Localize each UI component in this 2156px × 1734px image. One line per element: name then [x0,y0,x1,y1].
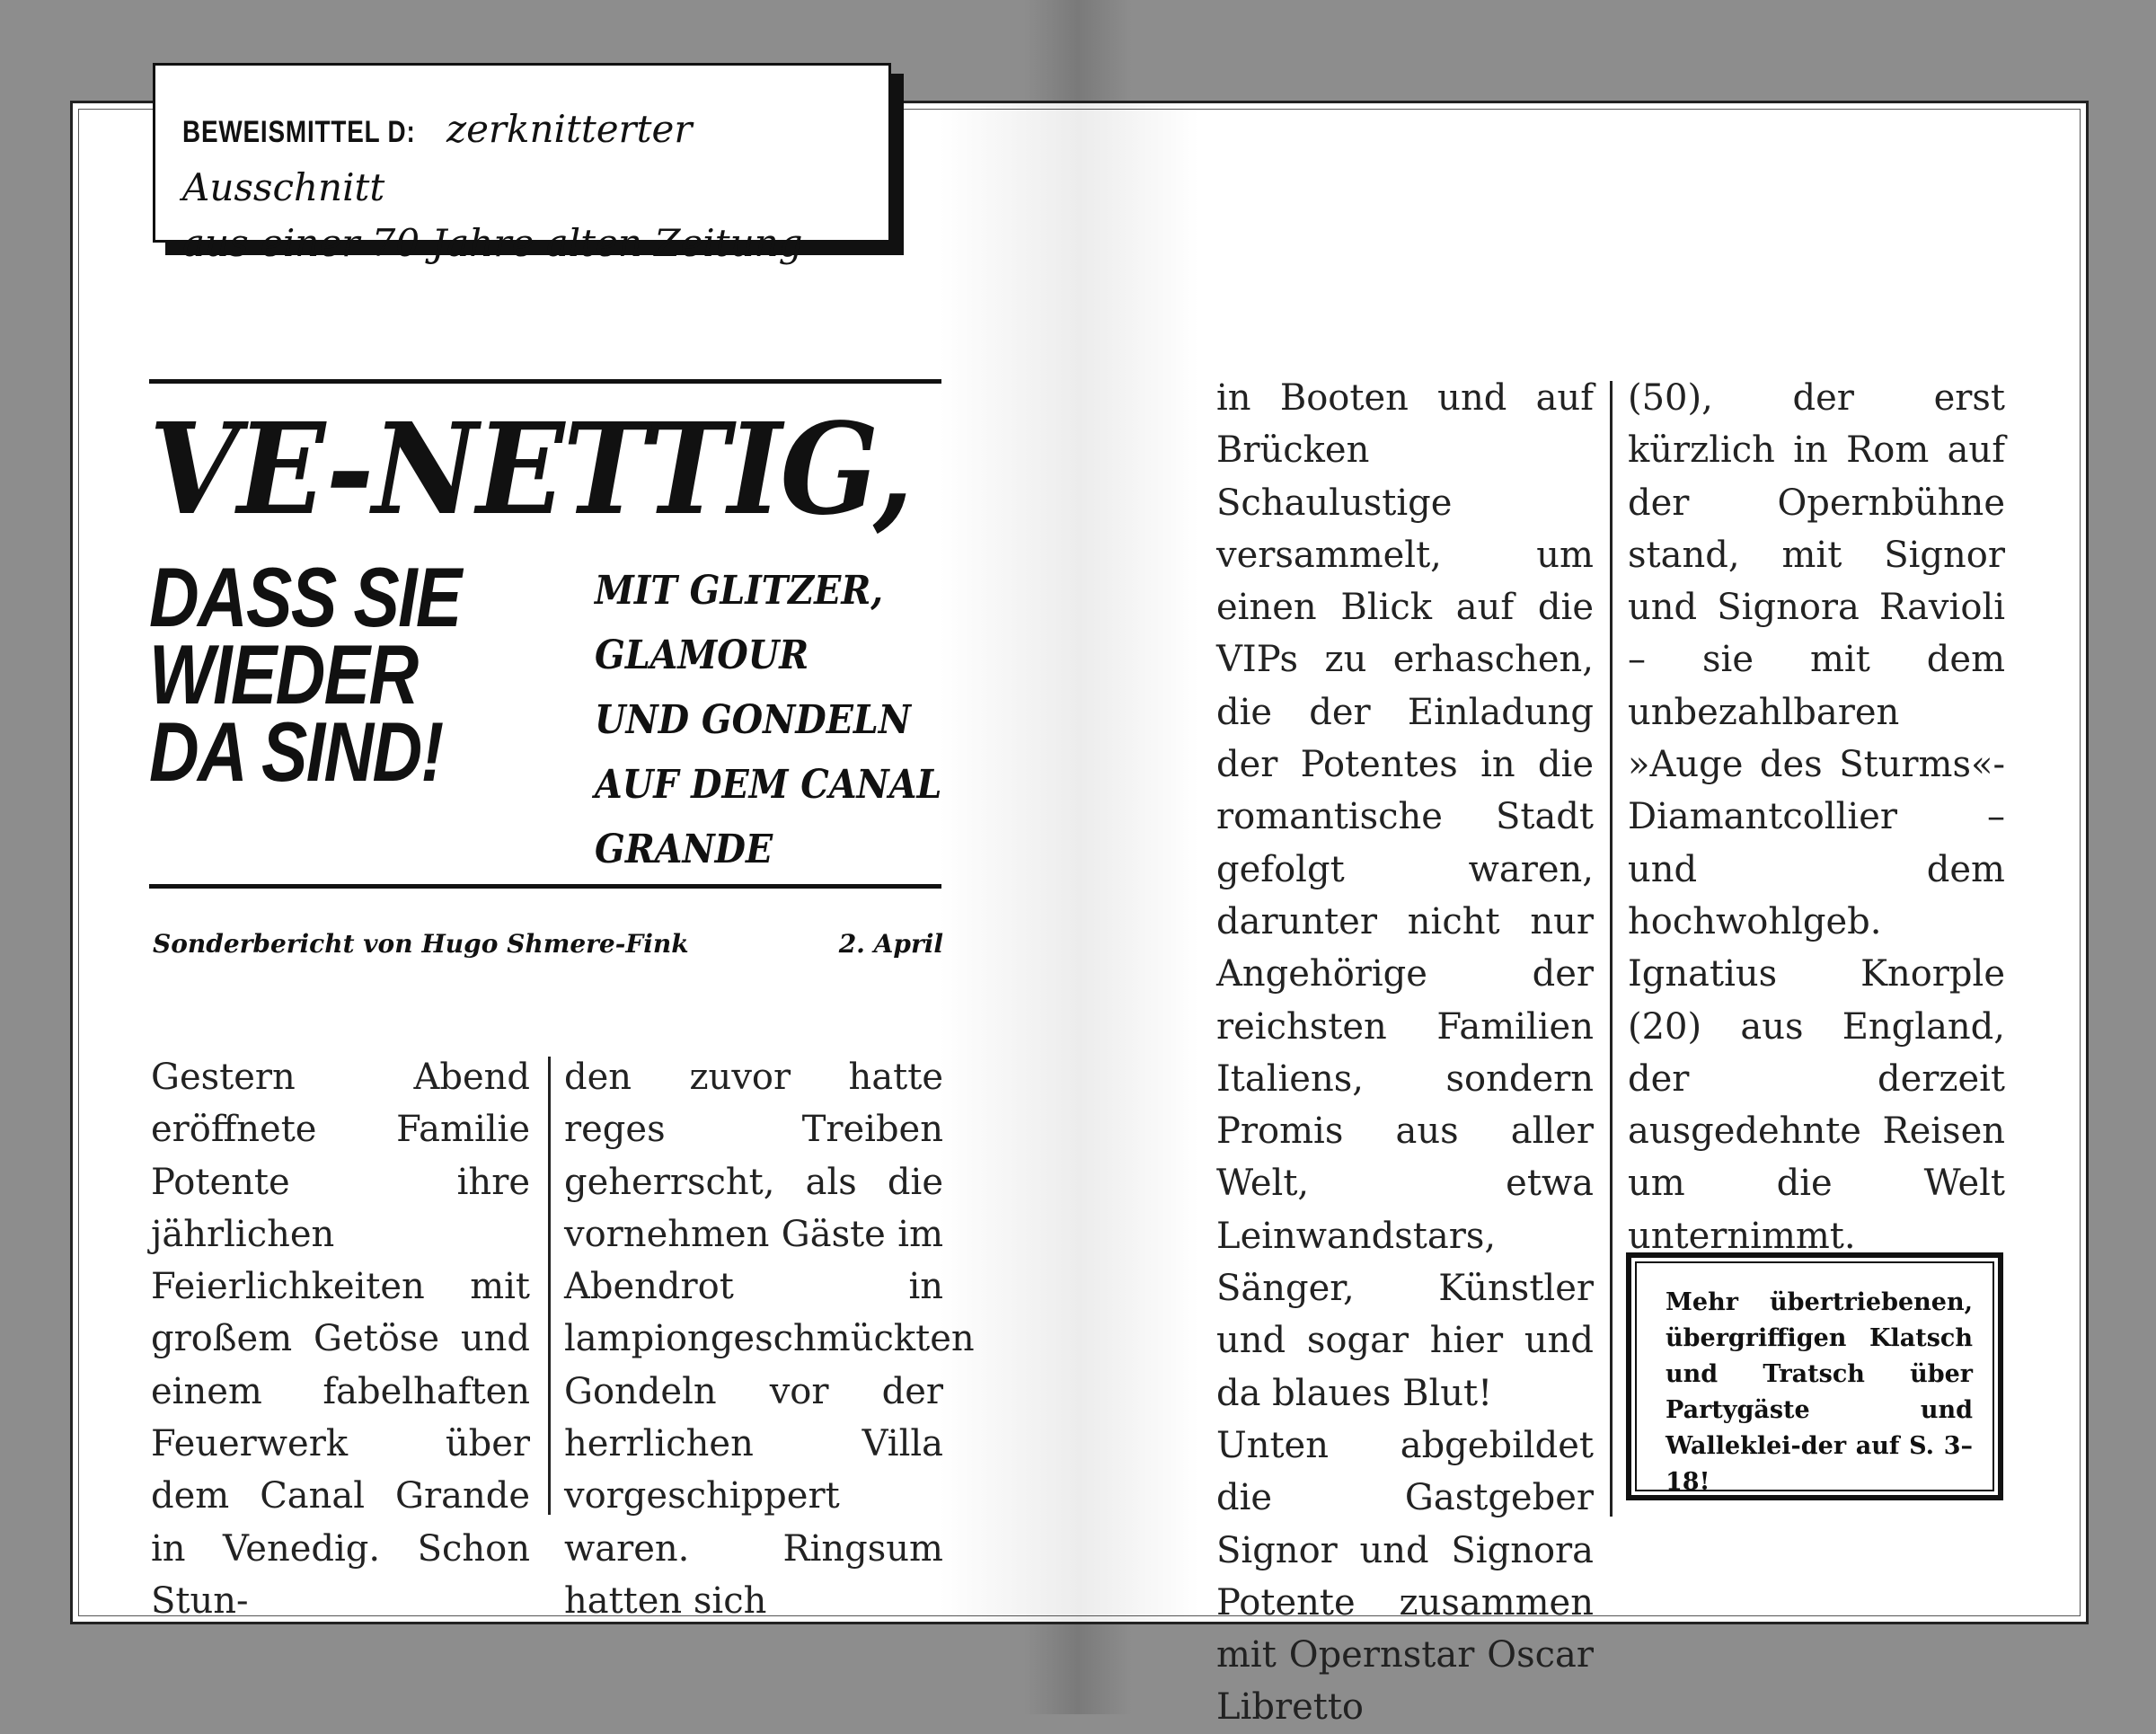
column-text: Unten abgebildet die Gastgeber Signor und Signora Potente zusammen mit Opernstar Oscar Libretto [1216,1424,1594,1729]
subhead-main-line: WIEDER [149,627,418,721]
article-column-1 [151,1051,530,1627]
column-text: den zuvor hatte reges Treiben geherrscht, als die vornehmen Gäste im Abendrot in lampiongeschmückten Gondeln vor der herrlichen Villa vorgeschippert waren. Ringsum hatten sich [564,1057,975,1622]
evidence-label [153,63,891,265]
subhead-main-line: DA SIND! [149,704,443,799]
subhead-side-line: AUF DEM CANAL [595,762,942,808]
subhead-side-line: UND GONDELN [595,697,911,743]
evidence-lead: BEWEISMITTEL D: [182,115,416,149]
subhead-side-line: GRANDE [595,827,773,872]
column-divider [1610,381,1613,1517]
headline: VE-NETTIG, [149,396,913,544]
subhead-side-line: GLAMOUR [595,633,809,678]
subhead-main [149,550,503,799]
infobox-text: Mehr übertriebenen, übergriffigen Klatsch und Tratsch über Partygäste und Walleklei-der auf S. 3–18! [1666,1288,1973,1496]
article-column-4 [1628,372,2005,1262]
article-column-3 [1216,372,1594,1734]
column-text: (50), der erst kürzlich in Rom auf der Opernbühne stand, mit Signor und Signora Ravioli – sie mit dem unbezahlbaren »Auge des Sturms«-Diamantcollier – und dem hochwohlgeb. Ignatius Knorple (20) aus England, der derzeit ausgedehnte Reisen um die Welt unternimmt. [1628,377,2005,1257]
headline-bottom-rule [149,884,941,889]
column-text: in Booten und auf Brücken Schaulustige versammelt, um einen Blick auf die VIPs zu erhaschen, die der Einladung der Potentes in die romantische Stadt gefolgt waren, darunter nicht nur Angehörige der reichsten Familien Italiens, sondern Promis aus aller Welt, etwa Leinwandstars, Sänger, Künstler und sogar hier und da blaues Blut! [1216,377,1594,1414]
byline-author: Sonderbericht von Hugo Shmere-Fink [153,929,689,959]
byline [153,929,943,969]
column-text: Gestern Abend eröffnete Familie Potente ihre jährlichen Feierlichkeiten mit großem Getöse und einem fabelhaften Feuerwerk über dem Canal Grande in Venedig. Schon Stun- [151,1057,530,1622]
evidence-text-line1: zerknitterter Ausschnitt [182,107,693,209]
column-divider [548,1057,551,1515]
subhead-main-line: DASS SIE [149,550,461,644]
subhead-side-line: MIT GLITZER, [595,568,884,614]
evidence-text-line2: aus einer 70 Jahre alten Zeitung [182,221,803,265]
infobox [1626,1252,2003,1500]
article-column-2 [564,1051,975,1627]
subhead-side [595,559,942,882]
headline-top-rule [149,379,941,384]
byline-date: 2. April [838,929,943,959]
